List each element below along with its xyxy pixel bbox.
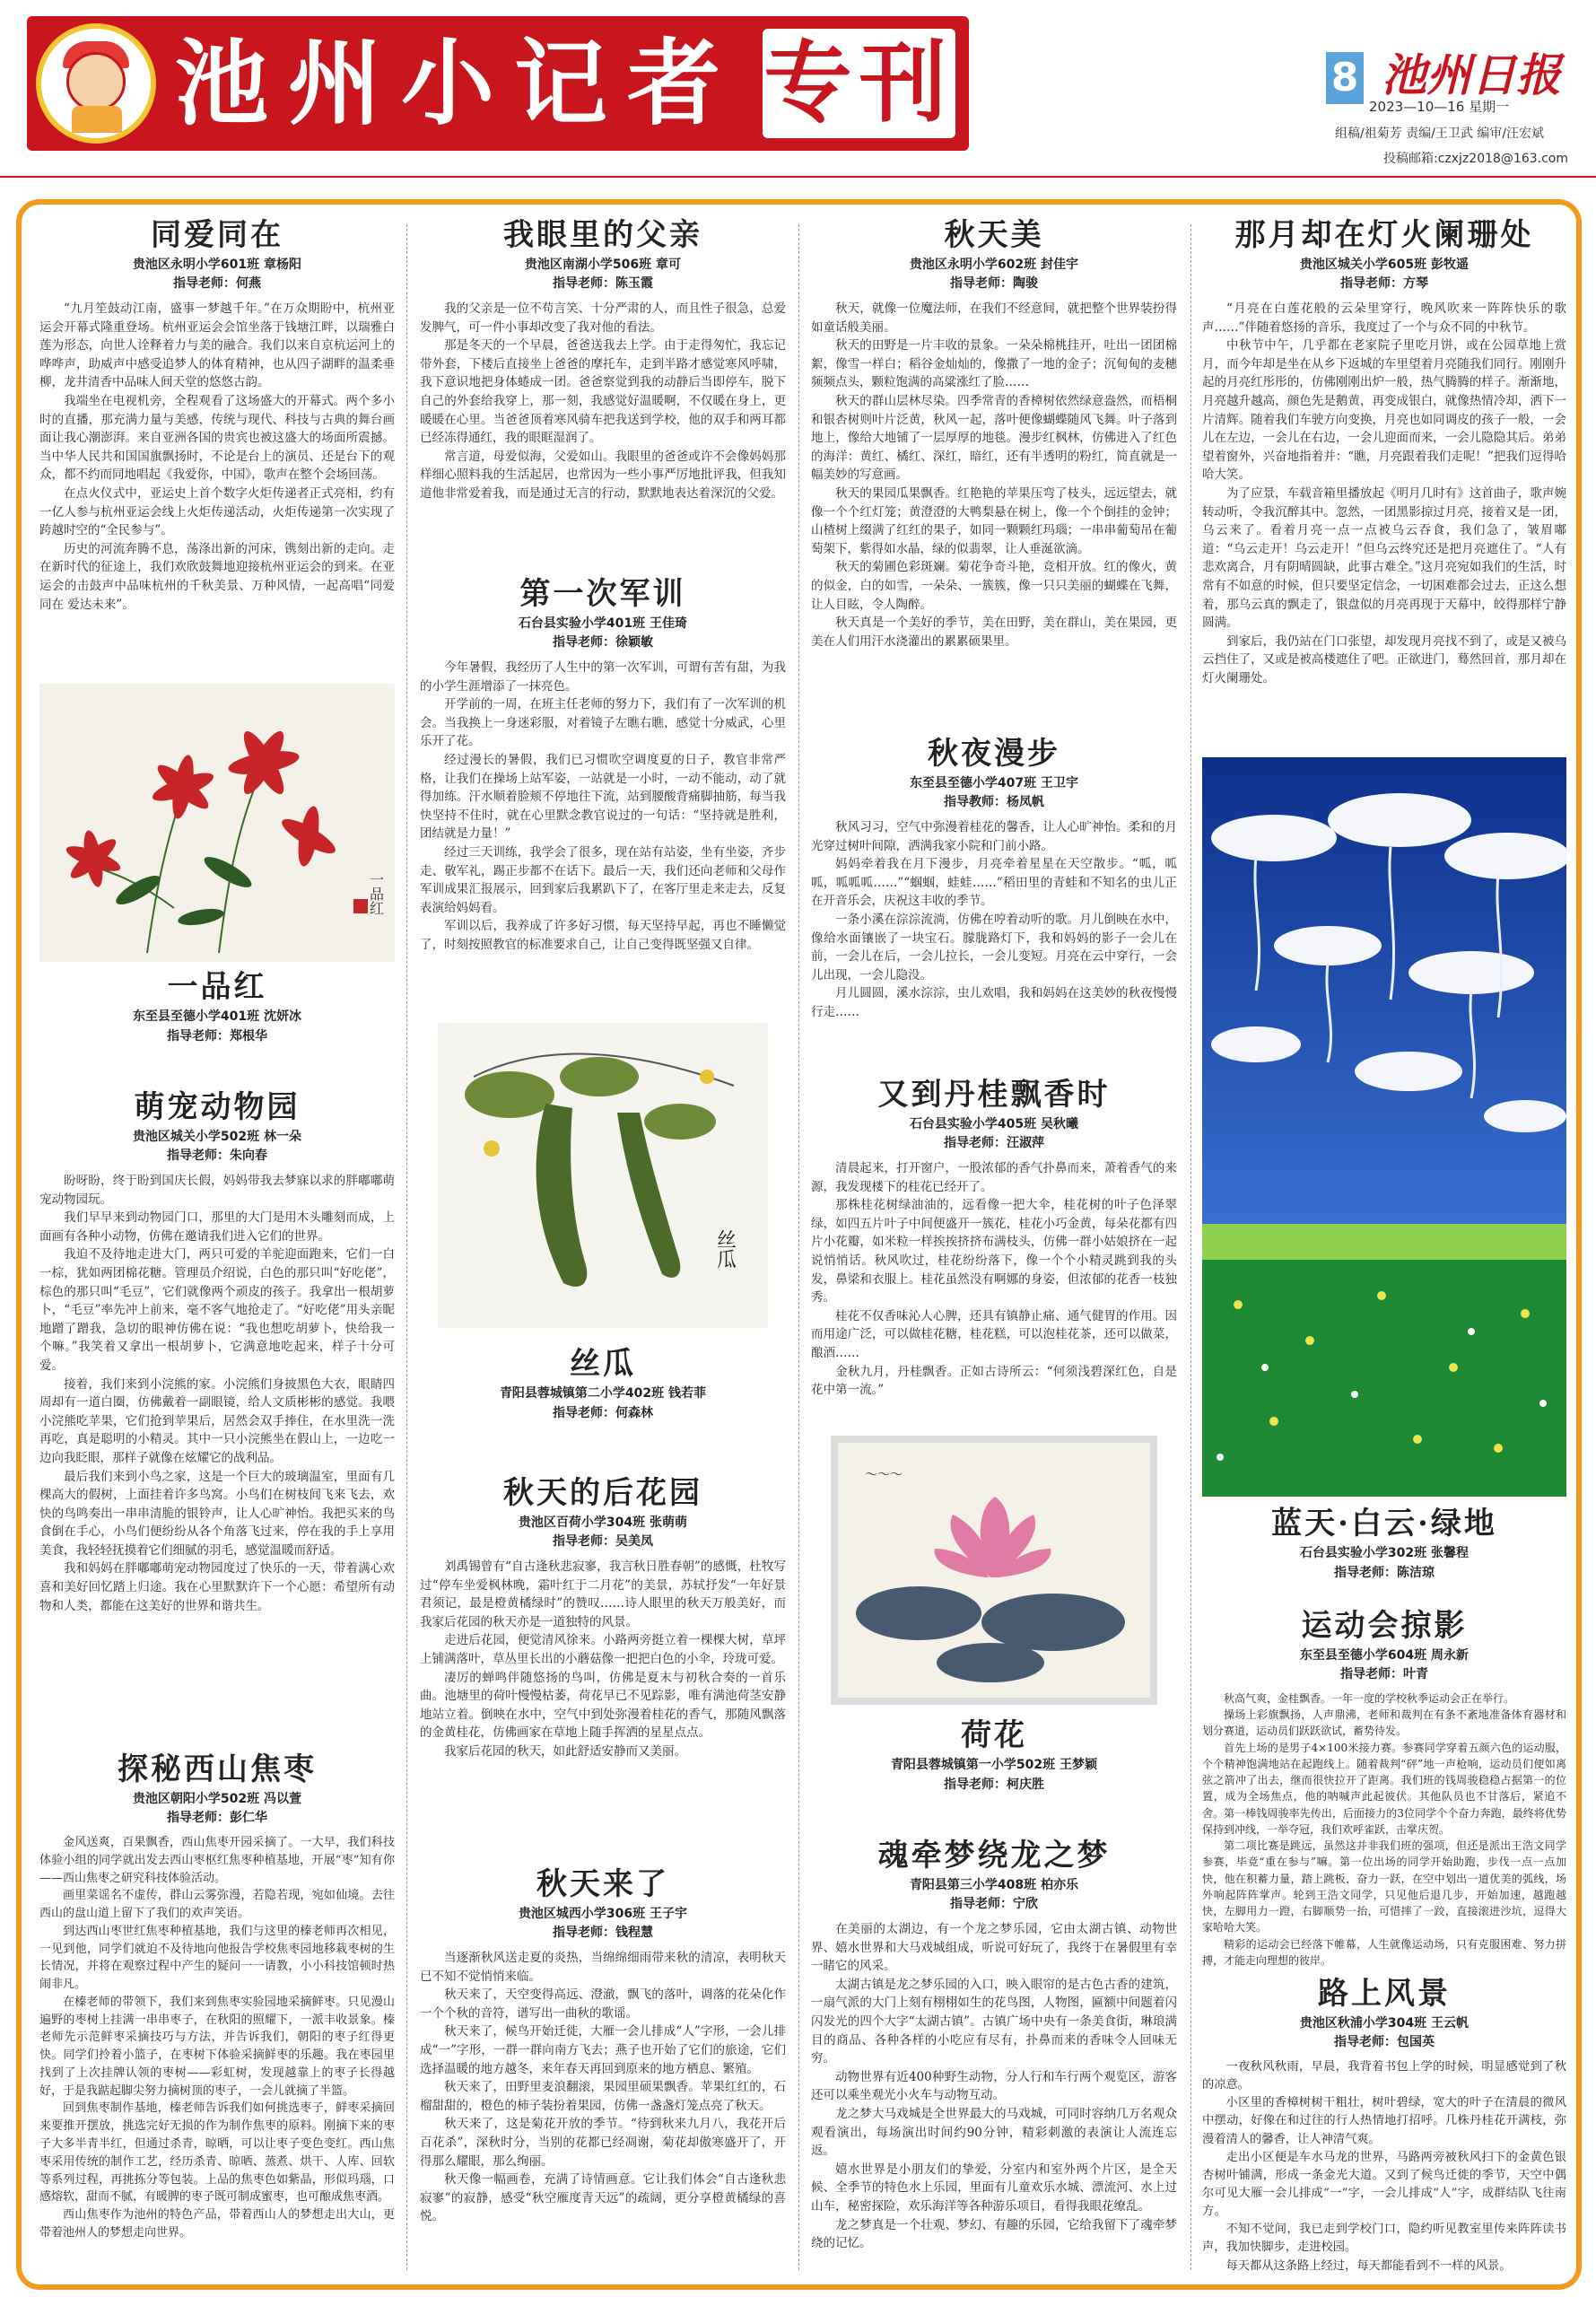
article-paragraph: 开学前的一周，在班主任老师的努力下，我们有了一次军训的机会。当我换上一身迷彩服，对着镜子左瞧右瞧，感觉十分威武，心里乐开了花。 (420, 697, 786, 749)
article-body (39, 300, 395, 614)
article-paragraph: 经过三天训练，我学会了很多，现在站有站姿，坐有坐姿，齐步走、敬军礼，踢正步都不在话下。最后一天，我们还向老师和父母作军训成果汇报展示，回到家后我累趴下了，在客厅里走来走去，反复表演给妈妈看。 (420, 844, 786, 915)
article-body (1202, 1690, 1566, 1969)
article-paragraph: 历史的河流奔腾不息，荡涤出新的河床，镌刻出新的走向。走在新时代的征途上，我们欢欣鼓舞地迎接杭州亚运会的到来。在亚运会的击鼓声中品味杭州的千秋美景、万种风情，一起高唱“同爱同在 爱达未来”。 (39, 541, 395, 612)
article-paragraph: 西山焦枣作为池州的特色产品，带着西山人的梦想走出大山，更带着池州人的梦想走向世界。 (39, 2208, 395, 2240)
article-body (39, 1834, 395, 2242)
article-paragraph: “月亮在白莲花般的云朵里穿行，晚风吹来一阵阵快乐的歌声……”伴随着悠扬的音乐，我度过了一个与众不同的中秋节。 (1202, 301, 1566, 335)
article-military (420, 574, 786, 955)
article-paragraph: 桂花不仅香味沁人心脾，还具有镇静止痛、通气健胃的作用。因而用途广泛，可以做桂花糖，桂花糕，可以泡桂花茶，还可以做菜，酿酒…… (811, 1308, 1177, 1360)
article-teacher: 指导老师：叶青 (1340, 1667, 1428, 1681)
article-teacher: 指导老师：包国英 (1334, 2035, 1435, 2049)
article-paragraph: 那株桂花树绿油油的，远看像一把大伞，桂花树的叶子色泽翠绿，如四五片叶子中间便盛开一簇花，桂花小巧金黄，每朵花都有四片小花瓣，如米粒一样挨挨挤挤布满枝头，仿佛一群小姑娘挤在一起说悄悄话。秋风吹过，桂花纷纷落下，像一个个小精灵跳到我的头发，鼻梁和衣服上。桂花虽然没有啊娜的身姿，但浓郁的花香一枝独秀。 (811, 1198, 1177, 1306)
article-paragraph: 动物世界有近400种野生动物，分人行和车行两个观览区，游客还可以乘坐观光小火车与动物互动。 (811, 2069, 1177, 2103)
column-2 (420, 215, 786, 2283)
caption-lotus (811, 1716, 1177, 1795)
article-byline: 贵池区南湖小学506班 章可 (524, 258, 682, 272)
article-autumn-comes (420, 1865, 786, 2226)
article-father (420, 215, 786, 503)
article-body (811, 1159, 1177, 1400)
header-rule (0, 176, 1596, 178)
article-paragraph: 在榛老师的带领下，我们来到焦枣实验园地采摘鲜枣。只见漫山遍野的枣树上挂满一串串枣子，在秋阳的照耀下，一派丰收景象。榛老师先示范鲜枣采摘技巧与方法，并告诉我们，朝阳的枣子红得更快。同学们拎着小篮子，在枣树下体验采摘鲜枣的乐趣。我在枣园里找到了上次挂牌认领的枣树——彩虹树，发现越靠上的枣子长得越好，于是我踮起脚尖努力摘树顶的枣子，一会儿就摘了半篮。 (39, 1995, 395, 2098)
caption-byline: 青阳县蓉城镇第一小学502班 王梦颖 (890, 1758, 1098, 1772)
article-paragraph: 一条小溪在淙淙流淌，仿佛在哼着动听的歌。月儿倒映在水中，像给水面镶嵌了一块宝石。朦胧路灯下，我和妈妈的影子一会儿在前，一会儿在后，一会儿拉长，一会儿变短。月亮在云中穿行，一会儿出现，一会儿隐没。 (811, 912, 1177, 983)
article-byline: 东至县至德小学407班 王卫宇 (909, 776, 1079, 790)
paper-name: 池州日报 (1382, 48, 1561, 101)
article-byline: 石台县实验小学401班 王佳琦 (518, 616, 688, 631)
mascot-logo (36, 23, 156, 144)
article-paragraph: 秋天的田野是一片丰收的景象。一朵朵棉桃挂开，吐出一团团棉絮，像雪一样白；稻谷金灿灿的，像撒了一地的金子；沉甸甸的麦穗频频点头，颗粒饱满的高粱涨红了脸…… (811, 338, 1177, 390)
article-paragraph: 嬉水世界是小朋友们的挚爱，分室内和室外两个片区，是全天候、全季节的特色水上乐园，里面有儿童欢乐水城、漂流河、水上过山车，秘密探险，欢乐海洋等各种游乐项目，看得我眼花缭乱。 (811, 2162, 1177, 2214)
article-byline: 贵池区永明小学602班 封佳宇 (909, 258, 1079, 272)
article-body (420, 1949, 786, 2226)
caption-byline: 石台县实验小学302班 张馨程 (1299, 1546, 1470, 1560)
column-3 (811, 215, 1177, 2283)
article-body (39, 1172, 395, 1615)
caption-title: 蓝天·白云·绿地 (1271, 1506, 1497, 1542)
painting-loofah (438, 1023, 768, 1328)
article-byline: 贵池区秋浦小学304班 王云帆 (1299, 2016, 1470, 2031)
painting-poinsettia (39, 684, 395, 962)
article-title: 秋夜漫步 (928, 736, 1060, 772)
article-paragraph: 操场上彩旗飘扬，人声鼎沸，老师和裁判在有条不紊地准备体育器材和划分赛道，运动员们跃跃欲试，蓄势待发。 (1202, 1708, 1566, 1738)
article-byline: 贵池区城关小学605班 彭牧遥 (1299, 258, 1470, 272)
article-teacher: 指导老师：徐颖敏 (553, 635, 653, 650)
painting-seal: 丝瓜 (713, 1229, 737, 1269)
caption-teacher: 指导老师：陈洁琼 (1334, 1566, 1435, 1580)
article-paragraph: 秋天的群山层林尽染。四季常青的香樟树依然绿意盎然，而梧桐和银杏树则叶片泛黄，秋风一起，落叶便像蝴蝶随风飞舞。叶子落到地上，像给大地铺了一层厚厚的地毯。漫步红枫林，仿佛进入了红色的海洋：黄红、橘红、深红，暗红，还有半透明的粉红，简直就是一幅美妙的写意画。 (811, 393, 1177, 483)
article-byline: 贵池区百荷小学304班 张萌萌 (518, 1515, 688, 1530)
article-paragraph: 回到焦枣制作基地，榛老师告诉我们如何挑选枣子，鲜枣采摘回来要推开摆放，挑选完好无损的作为制作焦枣的原料。刚摘下来的枣子大多半青半红，但通过杀青，晾晒，可以让枣子变色变红。西山焦枣采用传统的制作工艺，经历杀青、晾晒、蒸煮、烘干、人库、回软等系列过程，再挑拣分等包装。上品的焦枣色如紫晶，形似玛瑙，口感熔软，甜而不腻，有暖脾的枣子既可制成蜜枣，也可酿成焦枣酒。 (39, 2101, 395, 2205)
article-paragraph: 接着，我们来到小浣熊的家。小浣熊们身披黑色大衣，眼睛四周却有一道白圈，仿佛戴着一副眼镜，给人文质彬彬的感觉。我喂小浣熊吃苹果，它们抢到苹果后，居然会双手捧住，在水里洗一洗再吃，真是聪明的小精灵。其中一只小浣熊坐在假山上，一边吃一边向我眨眼，那样子就像在炫耀它的战利品。 (39, 1376, 395, 1465)
article-title: 萌宠动物园 (134, 1089, 301, 1125)
article-body (811, 300, 1177, 651)
article-teacher: 指导老师：陈玉霞 (553, 276, 653, 291)
article-byline: 贵池区城西小学306班 王子宇 (518, 1907, 688, 1921)
caption-title: 一品红 (167, 969, 267, 1005)
column-4 (1202, 215, 1566, 2283)
article-paragraph: 经过漫长的暑假，我们已习惯吹空调度夏的日子，教官非常严格，让我们在操场上站军姿，一站就是一小时，一动不能动，动了就得加练。汗水顺着脸颊不停地往下流，站到腰酸背痛脚抽筋，每当我快坚持不住时，就在心里默念教官说过的一句话：“坚持就是胜利，团结就是力量！” (420, 752, 786, 842)
column-1 (39, 215, 395, 2283)
article-road-scenery (1202, 1974, 1566, 2275)
article-title: 探秘西山焦枣 (118, 1751, 317, 1787)
article-paragraph: 秋高气爽，金桂飘香。一年一度的学校秋季运动会正在举行。 (1224, 1692, 1515, 1705)
caption-loofah (420, 1344, 786, 1423)
article-paragraph: 小区里的香樟树树干粗壮，树叶碧绿，宽大的叶子在清晨的微风中摆动，好像在和过往的行人热情地打招呼。几株丹桂花开满枝，弥漫着清人的馨香，让人神清气爽。 (1202, 2096, 1566, 2146)
article-paragraph: 最后我们来到小鸟之家，这是一个巨大的玻璃温室，里面有几棵高大的假树，上面挂着许多鸟窝。小鸟们在树枝间飞来飞去，欢快的鸟鸣奏出一串串清脆的银铃声，让人心旷神怡。我把买来的鸟食倒在手心，小鸟们便纷纷从各个角落飞过来，停在我的手上享用美食，我轻轻抚摸着它们细腻的羽毛，感觉温暖而舒适。 (39, 1469, 395, 1558)
article-paragraph: 秋天的果园瓜果飘香。红艳艳的苹果压弯了枝头，远远望去，就像一个个红灯笼；黄澄澄的大鸭梨悬在树上，像一个个倒挂的金钟；山楂树上缀满了红红的果子，如同一颗颗红玛瑙；一串串葡萄吊在葡萄架下，紫得如水晶，绿的似翡翠，让人垂涎欲滴。 (811, 485, 1177, 556)
sky-field-image (1202, 757, 1566, 1497)
article-body (420, 1558, 786, 1761)
article-paragraph: 秋天来了，候鸟开始迁徙，大雁一会儿排成“人”字形，一会儿排成“一”字形，一群一群向南方飞去；燕子也开始了它们的旅途，它们选择温暖的地方越冬，来年春天再回到原来的地方栖息、繁殖。 (420, 2024, 786, 2076)
caption-sky (1202, 1504, 1566, 1583)
article-paragraph: 秋风习习，空气中弥漫着桂花的馨香，让人心旷神怡。柔和的月光穿过树叶间隙，洒满我家小院和门前小路。 (811, 820, 1177, 853)
article-paragraph: “九月笙鼓动江南，盛事一梦越千年。”在万众期盼中，杭州亚运会开幕式隆重登场。杭州亚运会会馆坐落于钱塘江畔，以瑞雅白莲为形态，向世人诠释着力与美的融合。我们以来自京杭运河上的哗哗声，助威声中感受追梦人的体育精神，也从四子湖畔的温柔垂柳，龙井清香中品味人间天堂的悠悠古韵。 (39, 301, 395, 390)
article-paragraph: 为了应景，车载音箱里播放起《明月几时有》这首曲子，歌声婉转动听，令我沉醉其中。忽然，一团黑影掠过月亮，接着又是一团，乌云来了。看着月亮一点一点被乌云吞食，我们急了，皱眉嘟道：“乌云走开！乌云走开！”但乌云终究还是把月亮遮住了。“人有悲欢离合，月有阴晴圆缺，此事古难全。”这月亮宛如我们的生活，时常有不如意的时候，但只要坚定信念，一切困难都会过去，正这么想着，那乌云真的飘走了，银盘似的月亮再现于天幕中，皎得那样宁静圆满。 (1202, 485, 1566, 631)
article-title: 那月却在灯火阑珊处 (1234, 217, 1534, 253)
article-byline: 贵池区城关小学502班 林一朵 (132, 1130, 302, 1144)
article-title: 运动会掠影 (1301, 1608, 1468, 1644)
article-paragraph: 首先上场的是男子4×100米接力赛。参赛同学穿着五颜六色的运动服，个个精神饱满地站在起跑线上。随着裁判“砰”地一声枪响，运动员们便如离弦之箭冲了出去，继而很快拉开了距离。我们班的钱周骏稳稳占据第一的位置，成为全场焦点，他的呐喊声此起彼伏。其他队员也不甘落后，紧追不舍。第一棒钱周骏率先传出，后面接力的3位同学个个奋力奔跑，最终将优势保持到冲线，一举夺冠，我们欢呼雀跃，击掌庆贺。 (1202, 1741, 1566, 1836)
article-title: 我眼里的父亲 (503, 217, 702, 253)
article-paragraph: 当逐渐秋风送走夏的炎热，当绵绵细雨带来秋的清凉，表明秋天已不知不觉悄悄来临。 (420, 1951, 786, 1984)
article-paragraph: 秋天，就像一位魔法师，在我们不经意间，就把整个世界装扮得如童话般美丽。 (811, 301, 1177, 335)
article-paragraph: 那是冬天的一个早晨，爸爸送我去上学。由于走得匆忙，我忘记带外套，下楼后直接坐上爸爸的摩托车，走到半路才感觉寒风呼啸，我下意识地把身体蜷成一团。爸爸察觉到我的动静后当即停车，脱下自己的外套给我穿上，那一刻，我感觉好温暖啊，不仅暖在身上，更暖暖在心里。当爸爸顶着寒风骑车把我送到学校，他的双手和两耳都已经冻得通红，我的眼眶湿润了。 (420, 338, 786, 446)
article-paragraph: 今年暑假，我经历了人生中的第一次军训，可谓有苦有甜，为我的小学生涯增添了一抹亮色。 (420, 660, 786, 694)
article-paragraph: 常言道，母爱似海，父爱如山。我眼里的爸爸或许不会像妈妈那样细心照料我的生活起居，也常因为一些小事严厉地批评我，但我知道他非常爱着我，而是通过无言的行动，默默地表达着深沉的父爱。 (420, 449, 786, 501)
article-teacher: 指导老师：宁欣 (950, 1897, 1038, 1911)
masthead-title: 池州小记者 (175, 28, 741, 138)
article-body (1202, 2058, 1566, 2275)
article-moon (1202, 215, 1566, 687)
article-paragraph: 到达西山枣世红焦枣种植基地，我们与这里的榛老师再次相见，一见到他，同学们就迫不及待地向他报告学校焦枣园地移栽枣树的生长情况，并将在观察过程中产生的疑问一一请教，小小科技馆顿时热闹非凡。 (39, 1924, 395, 1992)
article-paragraph: 龙之梦大马戏城是全世界最大的马戏城，可同时容纳几万名观众观看演出，每场演出时间约90分钟，精彩刺激的表演让人流连忘返。 (811, 2106, 1177, 2159)
article-paragraph: 到家后，我仍站在门口张望，却发现月亮找不到了，或是又被乌云挡住了，又或是被高楼遮住了吧。正欲进门，蓦然回首，那月却在灯火阑珊处。 (1202, 633, 1566, 686)
article-title: 秋天来了 (536, 1866, 669, 1902)
loofah-image (438, 1023, 768, 1328)
article-teacher: 指导老师：钱程慧 (553, 1926, 653, 1940)
article-paragraph: 走进后花园，便觉清风徐来。小路两旁挺立着一棵棵大树，草坪上铺满落叶，草丛里长出的小蘑菇像一把把白色的小伞，玲珑可爱。 (420, 1633, 786, 1666)
special-issue-label: 专刊 (763, 29, 955, 138)
article-paragraph: 我们早早来到动物园门口，那里的大门是用木头雕刻而成，上面画有各种小动物，仿佛在邀请我们进入它们的世界。 (39, 1210, 395, 1244)
page-number: 8 (1326, 52, 1364, 104)
caption-teacher: 指导老师：何森林 (553, 1406, 653, 1420)
article-teacher: 指导老师：汪淑萍 (944, 1136, 1044, 1150)
column-divider (798, 224, 799, 2270)
article-paragraph: 太湖古镇是龙之梦乐园的入口，映入眼帘的是古色古香的建筑，一扇气派的大门上刻有栩栩如生的花鸟图，人物图，匾额中间题着闪闪发光的四个大字“太湖古镇”。古镇广场中央有一条美食街，琳琅满目的商品、各种各样的小吃应有尽有，扑鼻而来的香味令人回味无穷。 (811, 1977, 1177, 2066)
article-paragraph: 我迫不及待地走进大门，两只可爱的羊驼迎面跑来，它们一白一棕，犹如两团棉花糖。管理员介绍说，白色的那只叫“好吃佬”，棕色的那只叫“毛豆”，它们就像两个顽皮的孩子。我拿出一根胡萝卜，“毛豆”率先冲上前来，毫不客气地抢走了。“好吃佬”用头亲昵地蹭了蹭我，急切的眼神仿佛在说：“我也想吃胡萝卜，快给我一个嘛。”我笑着又拿出一根胡萝卜，它满意地吃起来，样子十分可爱。 (39, 1247, 395, 1373)
article-title: 秋天的后花园 (503, 1475, 702, 1511)
article-paragraph: 我和妈妈在胖嘟嘟萌宠动物园度过了快乐的一天，带着满心欢喜和美好回忆踏上归途。我在心里默默许下一个心愿：希望所有动物和人类，都能在这美好的世界和谐共生。 (39, 1561, 395, 1613)
article-byline: 青阳县第三小学408班 柏亦乐 (909, 1878, 1079, 1892)
article-autumn-beauty (811, 215, 1177, 651)
article-paragraph: 精彩的运动会已经落下帷幕，人生就像运动场，只有克服困难、努力拼搏，才能走向理想的彼岸。 (1202, 1937, 1566, 1967)
article-paragraph: 金风送爽，百果飘香，西山焦枣开园采摘了。一大早，我们科技体验小组的同学就出发去西山枣枢红焦枣种植基地，开展“枣”知有你——西山焦枣之研究科技体验活动。 (39, 1836, 395, 1885)
caption-byline: 青阳县蓉城镇第二小学402班 钱若菲 (499, 1386, 707, 1401)
painting-lotus (831, 1436, 1157, 1705)
article-title: 秋天美 (944, 217, 1044, 253)
submission-email: 投稿邮箱:czxjz2018@163.com (1383, 152, 1568, 166)
article-title: 同爱同在 (151, 217, 283, 253)
article-byline: 贵池区朝阳小学502班 冯以萱 (132, 1792, 302, 1806)
editors-line: 组稿/祖菊芳 责编/王卫武 编审/汪宏斌 (1335, 127, 1545, 141)
article-paragraph: 月儿圆圆，溪水淙淙，虫儿欢唱，我和妈妈在这美妙的秋夜慢慢行走…… (811, 986, 1177, 1019)
caption-teacher: 指导老师：郑根华 (167, 1029, 267, 1044)
article-paragraph: 秋天像一幅画卷，充满了诗情画意。它让我们体会“自古逢秋悲寂寥”的寂静，感受“秋空雁度青天远”的疏阔，更分享橙黄橘绿的喜悦。 (420, 2172, 786, 2224)
article-teacher: 指导老师：朱向春 (167, 1148, 267, 1163)
caption-title: 丝瓜 (570, 1346, 636, 1382)
article-paragraph: 秋天真是一个美好的季节，美在田野，美在群山，美在果园，更美在人们用汗水浇灌出的累累硕果里。 (811, 616, 1177, 649)
article-paragraph: 秋天的菊圃色彩斑斓。菊花争奇斗艳，竞相开放。红的像火，黄的似金，白的如雪，一朵朵、一簇簇，像一只只美丽的蝴蝶在飞舞，让人目眩，令人陶醉。 (811, 560, 1177, 612)
article-paragraph: 中秋节中午，几乎都在老家院子里吃月饼，或在公园草地上赏月，而今年却是坐在从乡下返城的车里望着月亮随我们同行。刚刚升起的月亮红彤彤的，仿佛刚刚出炉一般，热气腾腾的样子。渐渐地，月亮越升越高，颜色先是鹅黄，再变成银白，就像热情冷却，洒下一片清辉。随着我们车驶方向变换，月亮也如同调皮的孩子一般，一会儿在左边，一会儿在右边，一会儿迎面而来，一会儿隐隐其后。弟弟望着窗外，兴奋地指着并：“瞧，月亮跟着我们走呢！”把我们逗得哈哈大笑。 (1202, 338, 1566, 483)
article-dragon-dream (811, 1836, 1177, 2253)
article-jujube (39, 1750, 395, 2242)
article-paragraph: 凄厉的蝉鸣伴随悠扬的鸟叫，仿佛是夏末与初秋合奏的一首乐曲。池塘里的荷叶慢慢枯萎，荷花早已不见踪影，唯有满池荷茎安静地站立着。倒映在水中，空气中到处弥漫着桂花的香气，那随风飘落的金黄桂花，仿佛画家在草地上随手挥洒的星星点点。 (420, 1670, 786, 1741)
column-divider (406, 224, 407, 2270)
article-paragraph: 军训以后，我养成了许多好习惯，每天坚持早起，再也不睡懒觉了，时刻按照教官的标准要求自己，让自己变得既坚强又自律。 (420, 919, 786, 952)
article-teacher: 指导教师：杨凤帆 (944, 795, 1044, 809)
column-divider (1190, 224, 1191, 2270)
article-garden (420, 1473, 786, 1761)
issue-date: 2023—10—16 星期一 (1369, 99, 1510, 115)
caption-poinsettia (39, 967, 395, 1046)
article-paragraph: 刘禹锡曾有“自古逢秋悲寂寥，我言秋日胜春朝”的感慨，杜牧写过“停车坐爱枫林晚，霜叶红于二月花”的美景，苏轼抒发“一年好景君须记，最是橙黄橘绿时”的赞叹……诗人眼里的秋天万般美好，而我家后花园的秋天亦是一道独特的风景。 (420, 1559, 786, 1629)
article-byline: 石台县实验小学405班 吴秋曦 (909, 1117, 1079, 1131)
svg-text:～～～: ～～～ (865, 1468, 903, 1482)
article-paragraph: 秋天来了，天空变得高远、澄澈，飘飞的落叶，调落的花朵化作一个个秋的音符，谱写出一曲秋的歌谣。 (420, 1987, 786, 2021)
poinsettia-image (39, 684, 395, 962)
article-paragraph: 秋天来了，田野里麦浪翻滚，果园里硕果飘香。苹果红红的，石榴甜甜的，橙色的柿子装扮着果园，仿佛一盏盏灯笼点亮了秋天。 (420, 2080, 786, 2113)
article-teacher: 指导老师：吴美凤 (553, 1534, 653, 1549)
article-title: 第一次军训 (519, 576, 686, 612)
painting-seal: 一品红 (367, 872, 385, 915)
article-paragraph: 我的父亲是一位不苟言笑、十分严肃的人，而且性子很急，总爱发脾气，可一件小事却改变了我对他的看法。 (420, 301, 786, 335)
article-teacher: 指导老师：方琴 (1340, 276, 1428, 291)
article-osmanthus (811, 1075, 1177, 1400)
article-pets (39, 1087, 395, 1615)
article-teacher: 指导老师：彭仁华 (167, 1811, 267, 1825)
painting-sky (1202, 757, 1566, 1497)
caption-title: 荷花 (961, 1717, 1027, 1753)
article-paragraph: 妈妈牵着我在月下漫步，月亮牵着星星在天空散步。“呱，呱呱，呱呱呱……”“蝈蝈，蛙蛙……”稻田里的青蛙和不知名的虫儿正在开音乐会，庆祝这丰收的季节。 (811, 857, 1177, 909)
article-paragraph: 盼呀盼，终于盼到国庆长假，妈妈带我去梦寐以求的胖嘟嘟萌宠动物园玩。 (39, 1174, 395, 1207)
lotus-image (838, 1443, 1150, 1698)
article-body (1202, 300, 1566, 687)
article-title: 路上风景 (1318, 1976, 1451, 2012)
article-title: 魂牵梦绕龙之梦 (877, 1838, 1111, 1873)
article-paragraph: 每天都从这条路上经过，每天都能看到不一样的风景。 (1225, 2258, 1512, 2273)
article-paragraph: 第二项比赛是跳远，虽然这并非我们班的强项，但还是派出王浩文同学参赛，毕竟“重在参与”嘛。第一位出场的同学开始助跑，步伐一点一点加快，他在积蓄力量，踏上跳板，奋力一跃，在空中划出一道优美的弧线，场外响起阵阵掌声。轮到王浩文同学，只见他后退几步，开始加速，越跑越快，左脚用力一蹬，右脚顺势一抬，可惜摔了一跤，直接滚进沙坑，逗得大家哈哈大笑。 (1202, 1839, 1566, 1935)
article-night-walk (811, 734, 1177, 1022)
article-paragraph: 在点火仪式中，亚运史上首个数字火炬传递者正式亮相，约有一亿人参与杭州亚运会线上火炬传递活动，火炬传递第一次实现了跨越时空的“全民参与”。 (39, 485, 395, 538)
caption-teacher: 指导老师：柯庆胜 (944, 1777, 1044, 1792)
article-paragraph: 金秋九月，丹桂飘香。正如古诗所云：“何须浅碧深红色，自是花中第一流。” (811, 1364, 1177, 1398)
article-title: 又到丹桂飘香时 (877, 1077, 1111, 1113)
article-paragraph: 在美丽的太湖边，有一个龙之梦乐园，它由太湖古镇、动物世界、嬉水世界和大马戏城组成，听说可好玩了，我终于在暑假里有幸一睹它的风采。 (811, 1922, 1177, 1974)
article-byline: 东至县至德小学604班 周永新 (1299, 1648, 1470, 1663)
article-paragraph: 秋天来了，这是菊花开放的季节。“待到秋来九月八，我花开后百花杀”，深秋时分，当别的花都已经凋谢，菊花却傲寒盛开了，开得那么耀眼，那么绚丽。 (420, 2117, 786, 2169)
caption-byline: 东至县至德小学401班 沈妍冰 (132, 1009, 302, 1024)
article-paragraph: 走出小区便是车水马龙的世界，马路两旁被秋风扫下的金黄色银杏树叶铺满，形成一条金光大道。又到了候鸟迁徙的季节，天空中偶尔可见大雁一会儿排成“一”字，一会儿排成“人”字，成群结队飞往南方。 (1202, 2150, 1566, 2219)
article-tongai (39, 215, 395, 614)
article-paragraph: 龙之梦真是一个壮观、梦幻、有趣的乐园，它给我留下了魂牵梦绕的记忆。 (811, 2217, 1177, 2251)
masthead-banner (27, 16, 969, 151)
article-sports (1202, 1606, 1566, 1969)
article-paragraph: 我家后花园的秋天，如此舒适安静而又美丽。 (444, 1743, 686, 1759)
article-paragraph: 画里菜谣名不虚传，群山云雾弥漫，若隐若现，宛如仙境。去往西山的盘山道上留下了我们的欢声笑语。 (39, 1889, 395, 1921)
article-paragraph: 一夜秋风秋雨，早晨，我背着书包上学的时候，明显感觉到了秋的凉意。 (1202, 2060, 1566, 2092)
article-paragraph: 清晨起来，打开窗户，一股浓郁的香气扑鼻而来，萧着香气的来源，我发现楼下的桂花已经开了。 (811, 1161, 1177, 1194)
article-body (420, 659, 786, 955)
article-byline: 贵池区永明小学601班 章杨阳 (132, 258, 302, 272)
article-paragraph: 我端坐在电视机旁，全程观看了这场盛大的开幕式。两个多小时的直播，那充满力量与美感，传统与现代、科技与古典的舞台画面让我心潮澎湃。来自亚洲各国的贵宾也被这盛大的场面所震撼。当中华人民共和国国旗飘扬时，不论是台上的演员、还是台下的观众，都不约而同地唱起《我爱你，中国》，歌声在整个会场回荡。 (39, 393, 395, 483)
article-teacher: 指导老师：何燕 (173, 276, 261, 291)
article-paragraph: 不知不觉间，我已走到学校门口，隐约听见教室里传来阵阵读书声，我加快脚步，走进校园。 (1202, 2223, 1566, 2255)
article-body (420, 300, 786, 503)
article-teacher: 指导老师：陶骏 (950, 276, 1038, 291)
article-body (811, 818, 1177, 1022)
article-body (811, 1920, 1177, 2253)
